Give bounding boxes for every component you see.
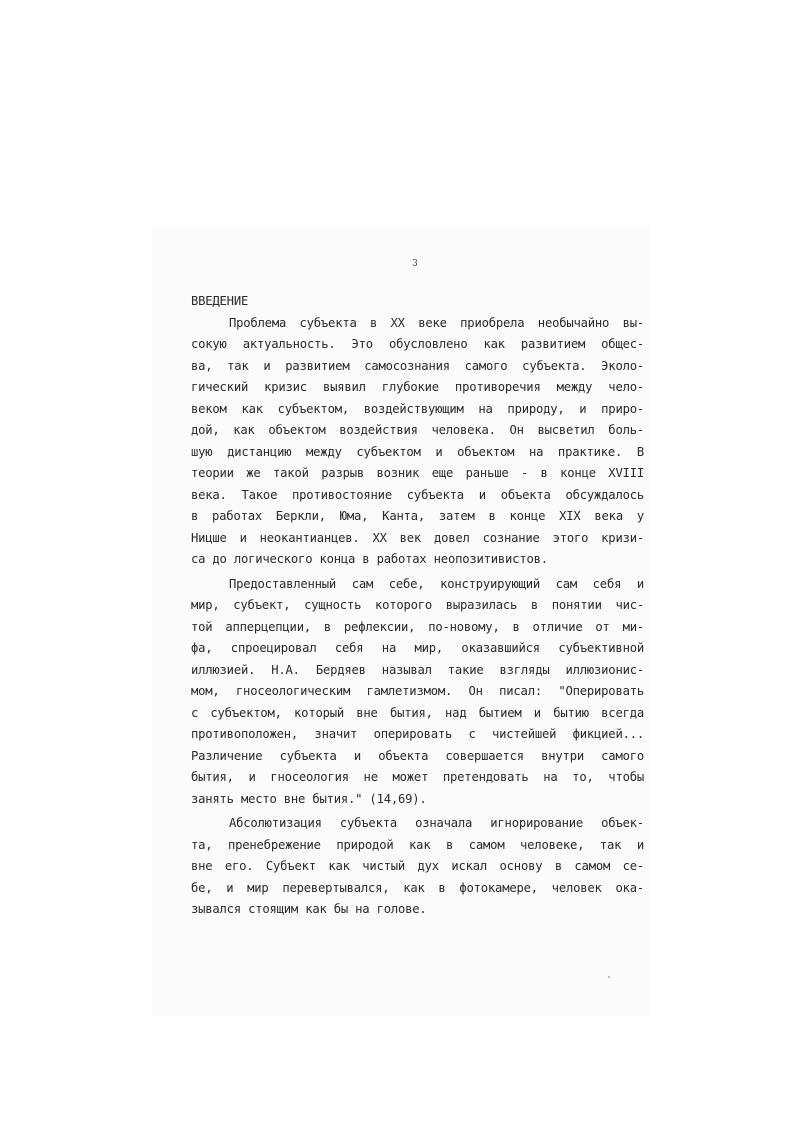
- text-line: в работах Беркли, Юма, Канта, затем в конце XIX века у: [191, 509, 644, 523]
- text-line: той апперцепции, в рефлексии, по-новому, в отличие от ми-: [191, 619, 644, 634]
- text-line: та, пренебрежение природой как в самом человеке, так и: [191, 837, 644, 852]
- text-line: мир, субъект, сущность которого выразилась в понятии чис-: [191, 598, 644, 612]
- text-line: Предоставленный сам себе, конструирующий сам себя и: [229, 576, 644, 591]
- text-line: вне его. Субъект как чистый дух искал основу в самом се-: [191, 859, 644, 873]
- text-line: Проблема субъекта в XX веке приобрела необычайно вы-: [229, 315, 644, 330]
- text-line: фа, спроецировал себя на мир, оказавшийся субъективной: [191, 641, 644, 655]
- text-line: сокую актуальность. Это обусловлено как развитием общес-: [191, 337, 644, 351]
- text-line: са до логического конца в работах неопозитивистов.: [191, 552, 548, 566]
- text-line: дой, как объектом воздействия человека. Он высветил боль-: [191, 423, 644, 437]
- text-line: мом, гносеологическим гамлетизмом. Он писал: "Оперировать: [191, 684, 644, 698]
- text-line: иллюзией. Н.А. Бердяев называл такие взгляды иллюзионис-: [191, 662, 644, 677]
- text-line: бе, и мир перевертывался, как в фотокамере, человек ока-: [191, 880, 644, 895]
- text-line: шую дистанцию между субъектом и объектом на практике. В: [191, 444, 644, 459]
- document-body: [191, 291, 644, 921]
- paragraph-3: [191, 813, 644, 921]
- scan-speck: [608, 976, 610, 978]
- section-heading: ВВЕДЕНИЕ: [191, 294, 249, 308]
- paragraph-2: [191, 574, 644, 811]
- text-line: зывался стоящим как бы на голове.: [191, 902, 427, 916]
- text-line: века. Такое противостояние субъекта и объекта обсуждалось: [191, 487, 644, 502]
- text-line: гический кризис выявил глубокие противоречия между чело-: [191, 380, 644, 394]
- text-line: Абсолютизация субъекта означала игнорирование объек-: [229, 816, 644, 830]
- text-line: бытия, и гносеология не может претендовать на то, чтобы: [191, 770, 644, 784]
- text-line: Ницше и неокантианцев. XX век довел сознание этого кризи-: [191, 530, 644, 545]
- page-number: 3: [412, 259, 418, 269]
- paragraph-1: [191, 313, 644, 571]
- text-line: теории же такой разрыв возник еще раньше - в конце XVIII: [191, 466, 644, 480]
- text-line: ва, так и развитием самосознания самого субъекта. Эколо-: [191, 358, 644, 373]
- text-line: Различение субъекта и объекта совершается внутри самого: [191, 748, 644, 763]
- text-line: с субъектом, который вне бытия, над бытием и бытию всегда: [191, 705, 644, 720]
- text-line: противоположен, значит оперировать с чистейшей фикцией...: [191, 727, 644, 741]
- text-line: веком как субъектом, воздействующим на природу, и приро-: [191, 401, 644, 416]
- text-line: занять место вне бытия." (14,69).: [191, 791, 427, 806]
